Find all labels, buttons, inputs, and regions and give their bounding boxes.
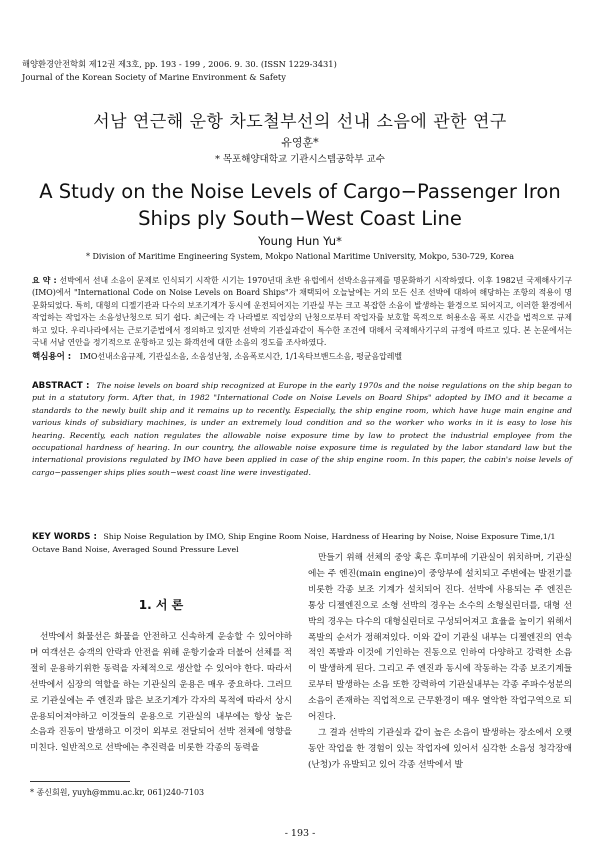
- korean-affiliation: * 목포해양대학교 기관시스템공학부 교수: [215, 154, 385, 165]
- english-title: A Study on the Noise Levels of Cargo−Passenger Iron Ships ply South−West Coast Line: [39, 180, 561, 230]
- footnote-divider: [30, 781, 130, 782]
- page-number: - 193 -: [284, 828, 316, 839]
- journal-header-line2: Journal of the Korean Society of Marine Environment & Safety: [22, 71, 286, 82]
- author-footnote: * 종신회원, yuyh@mmu.ac.kr, 061)240-7103: [30, 788, 205, 797]
- korean-keywords-text: IMO선내소음규제, 기관실소음, 소음성난청, 소음폭로시간, 1/1옥타브밴드소음, 평균음압레벨: [79, 352, 402, 361]
- korean-abstract-label: 요 약 :: [32, 276, 57, 285]
- english-author: Young Hun Yu*: [258, 234, 342, 248]
- korean-title: 서남 연근해 운항 차도철부선의 선내 소음에 관한 연구: [93, 112, 507, 132]
- english-keywords-label: KEY WORDS :: [32, 532, 97, 542]
- korean-keywords: [32, 350, 572, 362]
- english-abstract: [32, 380, 572, 479]
- english-affiliation: * Division of Maritime Engineering System, Mokpo National Maritime University, Mokpo, 530-729, Korea: [85, 252, 515, 261]
- body-paragraph: 만들기 위해 선체의 중앙 혹은 후미부에 기관실이 위치하며, 기관실에는 주 엔진(main engine)이 중앙부에 설치되고 주변에는 발전기를 비롯한 각종 보조 기계가 설치되어 진다. 선박에 사용되는 주 엔진은 통상 디젤엔진으로 소형 선박의 경우는 소수의 소형실린더를, 대형 선박의 경우는 다수의 대형실린더로 구성되어져고 효율을 높이기 위해서 폭발의 순서가 정해져있다. 이와 같이 기관실 내부는 디젤엔진의 연속적인 폭발과 이것에 기인하는 진동으로 인하여 다양하고 강력한 소음이 발생하게 된다. 그리고 주 엔진과 동시에 작동하는 각종 보조기계들로부터 발생하는 소음 또한 강력하여 기관실내부는 각종 주파수성분의 소음이 존재하는 직업적으로 근무환경이 매우 열악한 작업구역으로 되어진다.: [308, 553, 572, 723]
- english-abstract-label: ABSTRACT :: [32, 381, 90, 391]
- korean-keywords-label: 핵심용어 :: [32, 352, 72, 362]
- english-abstract-text: The noise levels on board ship recognized at Europe in the early 1970s and the noise regulations on the ship began to put in a statutory form. After that, in 1982 "International Code on Noise Levels on Board Ships" adopted by IMO and it became a standards to the newly built ship and it remains up to recently. Especially, the ship engine room, which have huge main engine and various kinds of subsidiary machines, is under an extremely loud condition and so the worker who works in it is easy to lose his hearing. Recently, each nation regulates the allowable noise exposure time by law to protect the industrial employee from the occupational hardness of hearing. In our country, the allowable noise exposure time is regulated by the labor standard law but the international provisions regulated by IMO have been applied in case of the ship engine room. In this paper, the cabin's noise levels of cargo−passenger ships plies south−west coast line were investigated.: [32, 381, 573, 477]
- korean-abstract: [32, 275, 572, 349]
- english-keywords-text: Ship Noise Regulation by IMO, Ship Engine Room Noise, Hardness of Hearing by Noise, Noise Exposure Time,1/1 Octave Band Noise, Averaged Sound Pressure Level: [32, 532, 556, 554]
- section-heading: 1. 서 론: [138, 598, 184, 612]
- korean-author: 유영훈*: [281, 136, 319, 149]
- body-paragraph: 그 결과 선박의 기관실과 같이 높은 소음이 발생하는 장소에서 오랫동안 작업을 한 경험이 있는 작업자에 있어서 심각한 소음성 청각장애(난청)가 유발되고 있어 각종 선박에서 발: [308, 727, 572, 770]
- body-left-column: 선박에서 화물선은 화물을 안전하고 신속하게 운송할 수 있어야하며 여객선은 승객의 안락과 안전을 위해 운항기술과 더불어 선체를 적절히 운용하기위한 동력을 자체적으로 생산할 수 있어야 한다. 따라서 선박에서 심장의 역할을 하는 기관실의 운용은 매우 중요하다. 그러므로 기관실에는 주 엔진과 많은 보조기계가 각자의 목적에 따라서 상시 운용되어져야하고 이것들의 운용으로 기관실의 내부에는 항상 높은 소음과 진동이 발생하고 이것이 외부로 전달되어 선박 전체에 영향을 미친다. 일반적으로 선박에는 추진력을 비롯한 각종의 동력을: [30, 632, 292, 754]
- journal-header: [22, 58, 337, 83]
- body-right-column: [308, 551, 572, 774]
- korean-abstract-text: 선박에서 선내 소음이 문제로 인식되기 시작한 시기는 1970년대 초반 유럽에서 선박소음규제를 명문화하기 시작하였다. 이후 1982년 국제해사기구(IMO)에서 "International Code on Noise Levels on Board Ships"가 채택되어 오늘날에는 거의 모든 신조 선박에 대하여 해당하는 조항의 적용이 명문화되었다. 특히, 대형의 디젤기관과 다수의 보조기계가 동시에 운전되어지는 기관실 부는 크고 복잡한 소음이 발생하는 환경으로 되어지고, 이러한 환경에서 작업하는 작업자는 소음성난청으로 되기 쉽다. 최근에는 각 나라별로 직업상의 난청으로부터 작업자를 보호할 목적으로 허용소음 폭로 시간을 법적으로 규제하고 있다. 우리나라에서는 근로기준법에서 정의하고 있지만 선박의 기관실과같이 특수한 조건에 대해서 국제해사기구의 규정에 따르고 있다. 본 논문에서는 국내 서남 연안을 정기적으로 운항하고 있는 화객선에 대한 소음의 정도를 조사하였다.: [32, 276, 572, 348]
- journal-header-line1: 해양환경안전학회 제12권 제3호, pp. 193 - 199 , 2006. 9. 30. (ISSN 1229-3431): [22, 59, 337, 69]
